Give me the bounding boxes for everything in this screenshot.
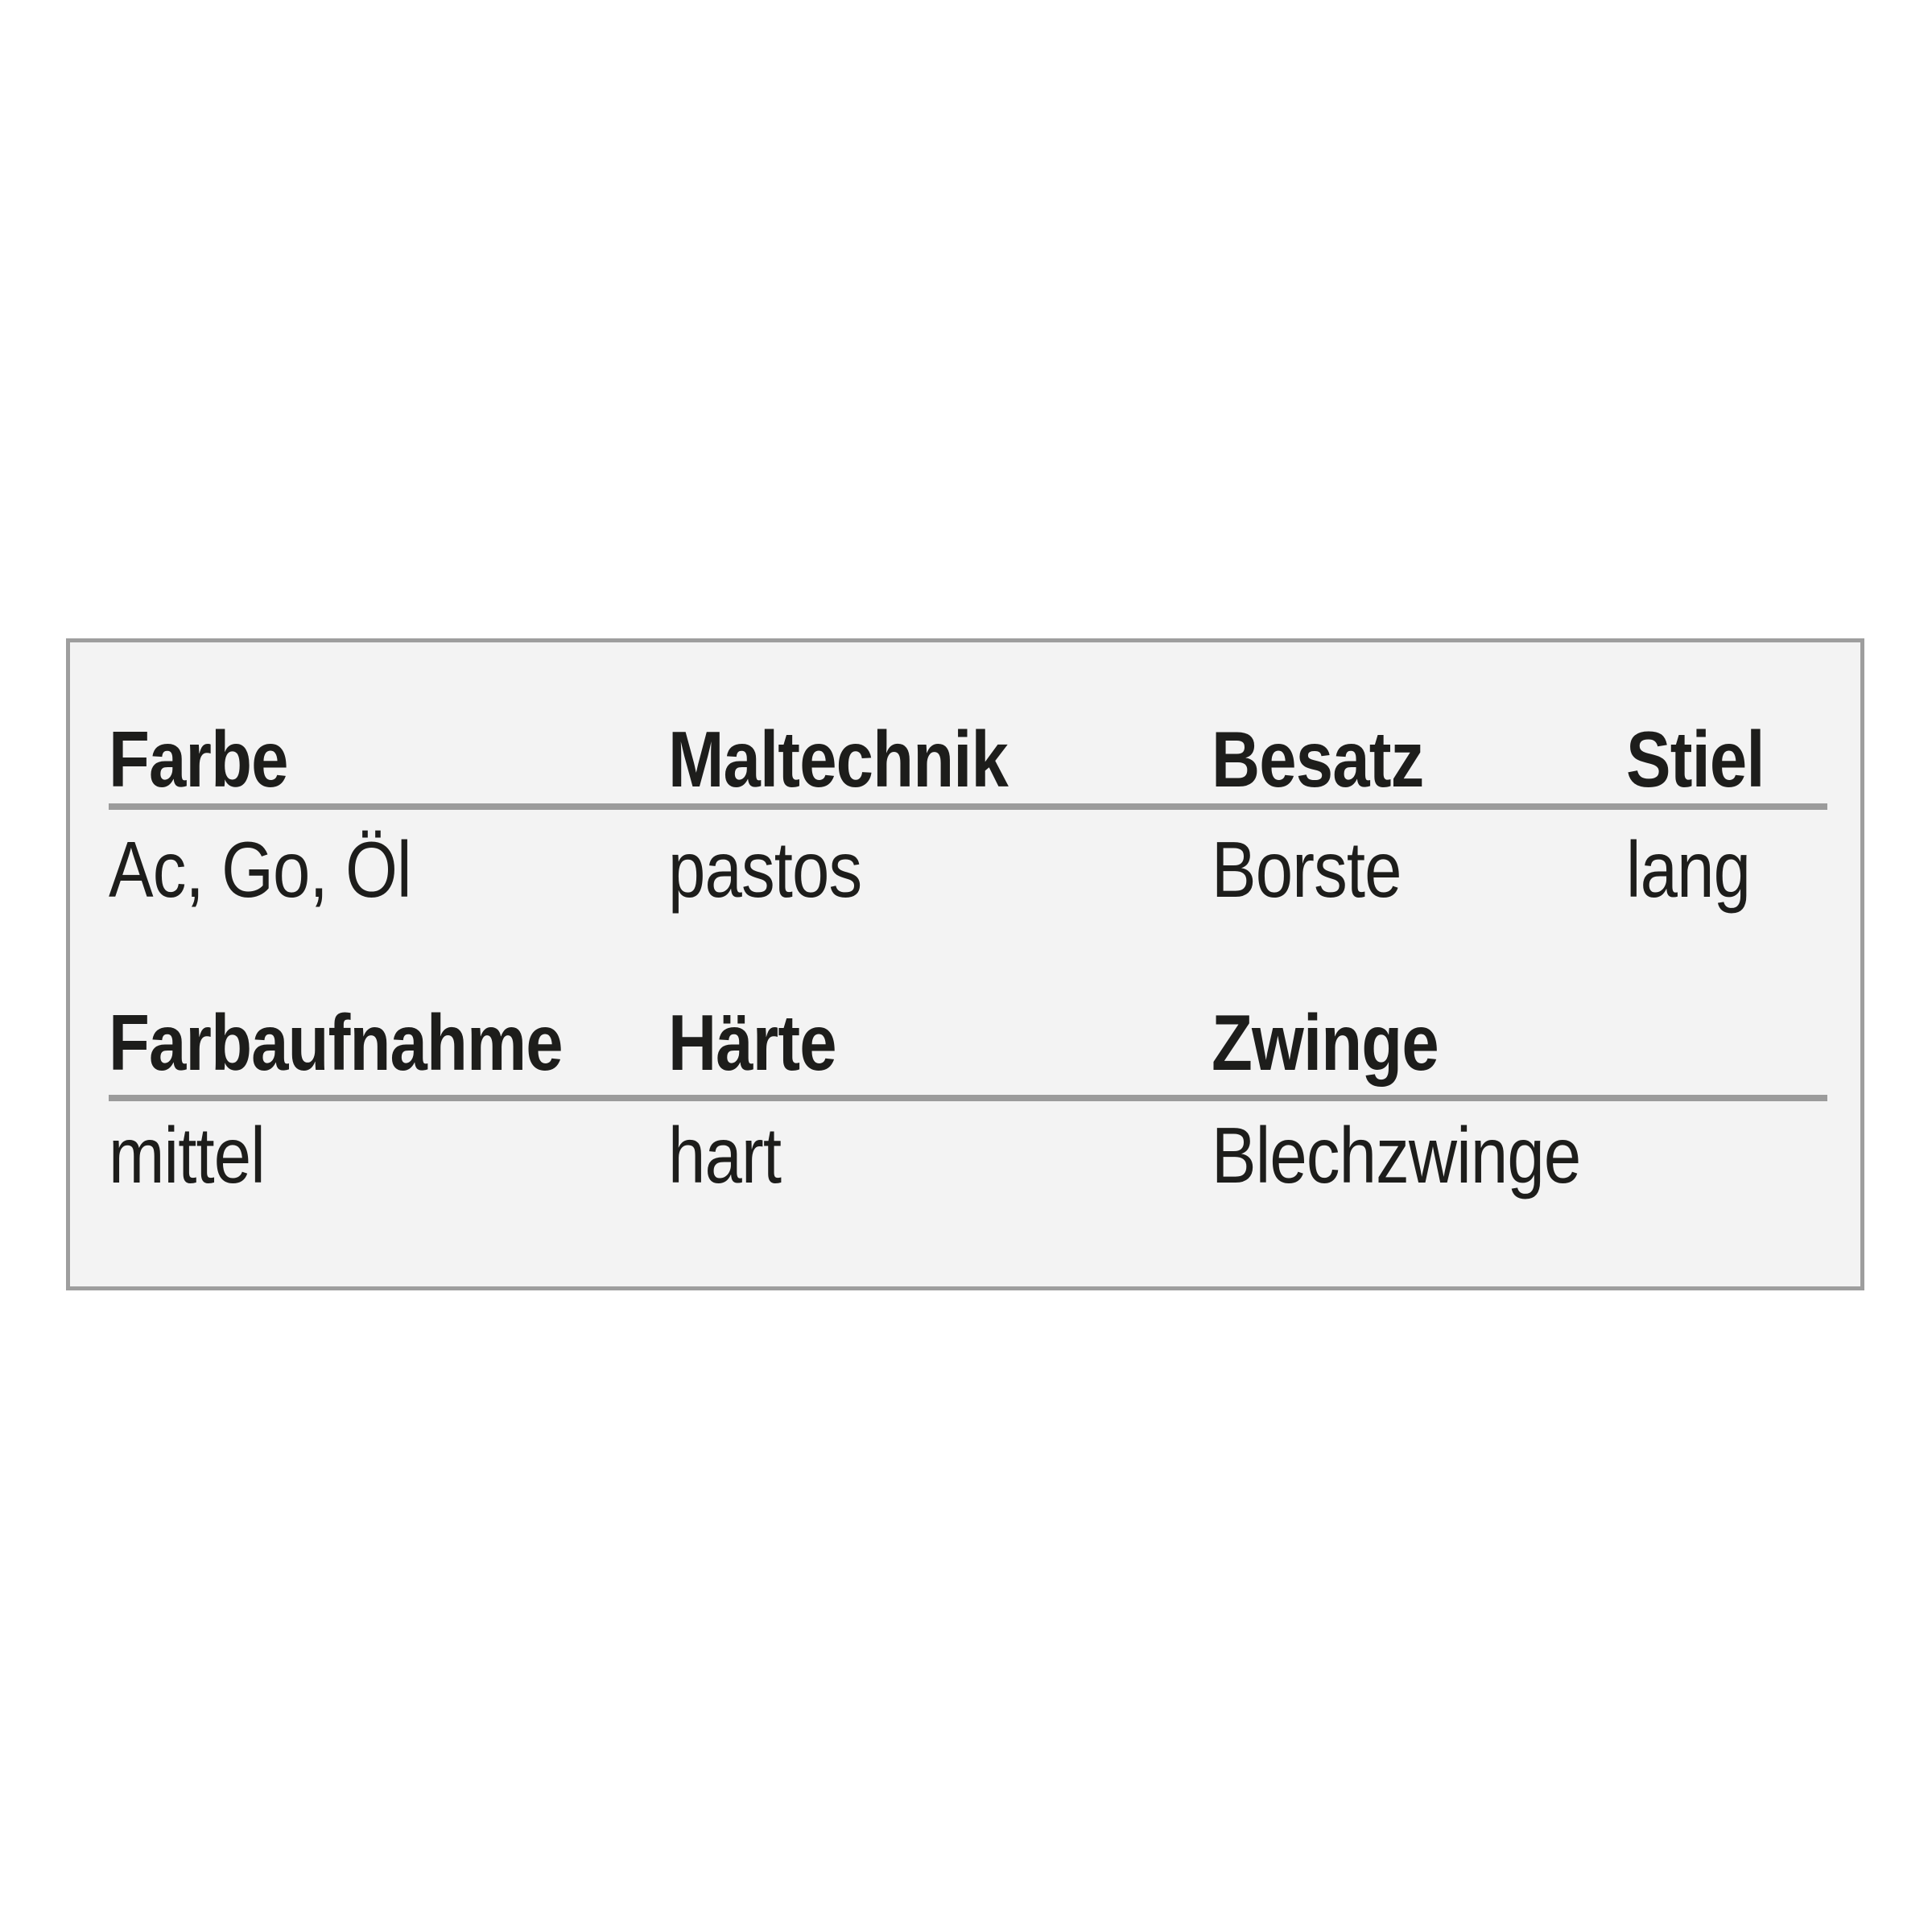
- col-header-stiel: [1626, 715, 1827, 803]
- value-zwinge: [1212, 1111, 1827, 1199]
- header-rule-2: [109, 1095, 1827, 1101]
- spec-value-row-1: [109, 825, 1827, 914]
- spec-header-row-1: [109, 715, 1827, 803]
- col-header-stiel-label: Stiel: [1626, 715, 1765, 803]
- col-header-haerte: [668, 998, 1212, 1087]
- value-besatz: [1212, 825, 1626, 914]
- brush-spec-panel: [66, 638, 1864, 1290]
- col-header-farbaufnahme-label: Farbaufnahme: [109, 998, 563, 1087]
- value-maltechnik-text: pastos: [668, 825, 862, 914]
- col-header-zwinge: [1212, 998, 1827, 1087]
- panel-content: [70, 642, 1860, 1286]
- value-farbe: [109, 825, 668, 914]
- value-farbaufnahme-text: mittel: [109, 1111, 265, 1199]
- spec-value-row-2: [109, 1111, 1827, 1199]
- value-stiel: [1626, 825, 1827, 914]
- col-header-maltechnik-label: Maltechnik: [668, 715, 1008, 803]
- value-maltechnik: [668, 825, 1212, 914]
- spec-header-row-2: [109, 998, 1827, 1087]
- value-farbe-text: Ac, Go, Öl: [109, 825, 411, 914]
- value-besatz-text: Borste: [1212, 825, 1402, 914]
- col-header-maltechnik: [668, 715, 1212, 803]
- value-zwinge-text: Blechzwinge: [1212, 1111, 1581, 1199]
- col-header-farbe: [109, 715, 668, 803]
- col-header-farbaufnahme: [109, 998, 668, 1087]
- value-haerte-text: hart: [668, 1111, 782, 1199]
- col-header-besatz-label: Besatz: [1212, 715, 1424, 803]
- col-header-besatz: [1212, 715, 1626, 803]
- col-header-zwinge-label: Zwinge: [1212, 998, 1439, 1087]
- value-haerte: [668, 1111, 1212, 1199]
- value-stiel-text: lang: [1626, 825, 1751, 914]
- col-header-haerte-label: Härte: [668, 998, 836, 1087]
- value-farbaufnahme: [109, 1111, 668, 1199]
- col-header-farbe-label: Farbe: [109, 715, 288, 803]
- header-rule-1: [109, 803, 1827, 810]
